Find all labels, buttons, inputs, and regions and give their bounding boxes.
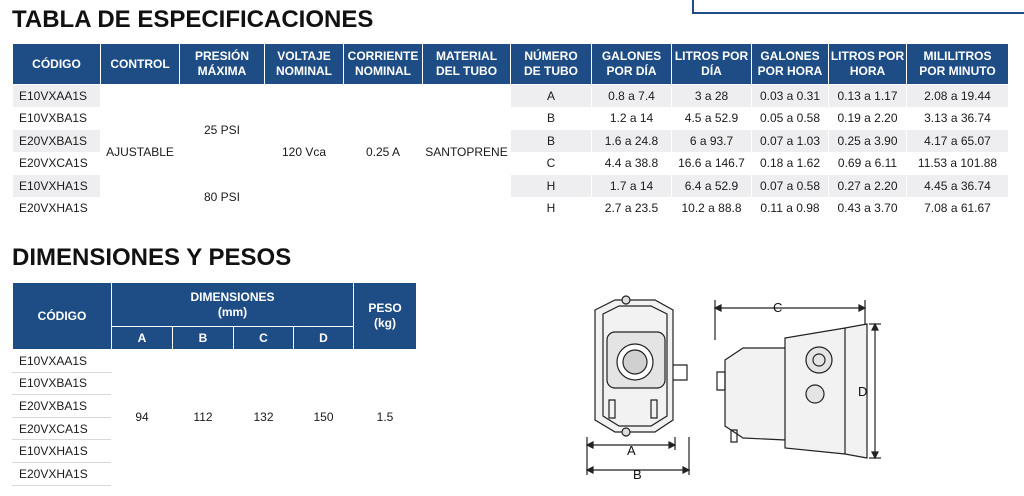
header-codigo: CÓDIGO [13,283,112,350]
voltage-value: 120 Vca [265,85,344,220]
row-code: E10VXHA1S [13,175,101,198]
dim-b-value: 112 [173,350,234,486]
pressure-80: 80 PSI [180,175,265,220]
dim-a-value: 94 [112,350,173,486]
header-dim-c: C [234,327,294,350]
lph-cell: 0.13 a 1.17 [829,85,907,108]
header-mililitros-minuto: MILILITROS POR MINUTO [907,44,1009,85]
gpd-cell: 1.6 a 24.8 [592,130,672,153]
table-row [13,85,1009,108]
pump-dimension-drawing [575,290,895,485]
gph-cell: 0.07 a 0.58 [752,175,829,198]
row-code: E10VXAA1S [13,85,101,108]
label-c: C [773,300,783,315]
gph-cell: 0.03 a 0.31 [752,85,829,108]
header-peso: PESO (kg) [354,283,417,350]
spec-header-row [13,44,1009,85]
header-corriente: CORRIENTE NOMINAL [344,44,423,85]
dim-c-value: 132 [234,350,294,486]
gpd-cell: 0.8 a 7.4 [592,85,672,108]
label-a: A [627,443,636,458]
header-numero-tubo: NÚMERO DE TUBO [511,44,592,85]
lpd-cell: 6.4 a 52.9 [672,175,752,198]
gpd-cell: 1.2 a 14 [592,107,672,130]
header-litros-dia: LITROS POR DÍA [672,44,752,85]
mlm-cell: 11.53 a 101.88 [907,152,1009,175]
row-code: E10VXBA1S [13,107,101,130]
mlm-cell: 4.17 a 65.07 [907,130,1009,153]
spec-title: TABLA DE ESPECIFICACIONES [12,6,374,33]
row-code: E20VXBA1S [13,395,112,418]
pressure-25: 25 PSI [180,85,265,175]
label-d: D [858,384,868,399]
row-code: E20VXCA1S [13,152,101,175]
row-code: E20VXCA1S [13,417,112,440]
header-dim-d: D [294,327,354,350]
tube-cell: H [511,197,592,220]
tube-cell: H [511,175,592,198]
top-right-box [692,0,1024,14]
current-value: 0.25 A [344,85,423,220]
dims-title: DIMENSIONES Y PESOS [12,244,292,271]
table-row [13,350,417,373]
lph-cell: 0.43 a 3.70 [829,197,907,220]
lph-cell: 0.19 a 2.20 [829,107,907,130]
mlm-cell: 4.45 a 36.74 [907,175,1009,198]
dims-table [12,282,417,486]
pump-front-view [587,296,689,475]
tube-cell: B [511,107,592,130]
row-code: E20VXHA1S [13,197,101,220]
gph-cell: 0.18 a 1.62 [752,152,829,175]
row-code: E10VXAA1S [13,350,112,373]
pump-side-view [715,300,881,458]
header-dimensiones: DIMENSIONES (mm) [112,283,354,327]
dim-d-value: 150 [294,350,354,486]
gph-cell: 0.11 a 0.98 [752,197,829,220]
row-code: E20VXHA1S [13,462,112,485]
header-litros-hora: LITROS POR HORA [829,44,907,85]
row-code: E20VXBA1S [13,130,101,153]
tube-cell: B [511,130,592,153]
lph-cell: 0.27 a 2.20 [829,175,907,198]
mlm-cell: 7.08 a 61.67 [907,197,1009,220]
tube-cell: C [511,152,592,175]
lph-cell: 0.69 a 6.11 [829,152,907,175]
spec-table [12,43,1009,220]
lpd-cell: 6 a 93.7 [672,130,752,153]
weight-value: 1.5 [354,350,417,486]
gpd-cell: 4.4 a 38.8 [592,152,672,175]
control-value: AJUSTABLE [101,85,180,220]
header-galones-dia: GALONES POR DÍA [592,44,672,85]
label-b: B [633,467,642,482]
lpd-cell: 4.5 a 52.9 [672,107,752,130]
header-voltaje: VOLTAJE NOMINAL [265,44,344,85]
header-presion: PRESIÓN MÁXIMA [180,44,265,85]
mlm-cell: 2.08 a 19.44 [907,85,1009,108]
gpd-cell: 1.7 a 14 [592,175,672,198]
header-galones-hora: GALONES POR HORA [752,44,829,85]
header-codigo: CÓDIGO [13,44,101,85]
header-control: CONTROL [101,44,180,85]
gph-cell: 0.05 a 0.58 [752,107,829,130]
header-dim-b: B [173,327,234,350]
lpd-cell: 3 a 28 [672,85,752,108]
row-code: E10VXHA1S [13,440,112,463]
lph-cell: 0.25 a 3.90 [829,130,907,153]
dims-header-row [13,283,417,327]
lpd-cell: 16.6 a 146.7 [672,152,752,175]
mlm-cell: 3.13 a 36.74 [907,107,1009,130]
gpd-cell: 2.7 a 23.5 [592,197,672,220]
tube-cell: A [511,85,592,108]
material-value: SANTOPRENE [423,85,511,220]
gph-cell: 0.07 a 1.03 [752,130,829,153]
header-dim-a: A [112,327,173,350]
lpd-cell: 10.2 a 88.8 [672,197,752,220]
row-code: E10VXBA1S [13,372,112,395]
header-material: MATERIAL DEL TUBO [423,44,511,85]
